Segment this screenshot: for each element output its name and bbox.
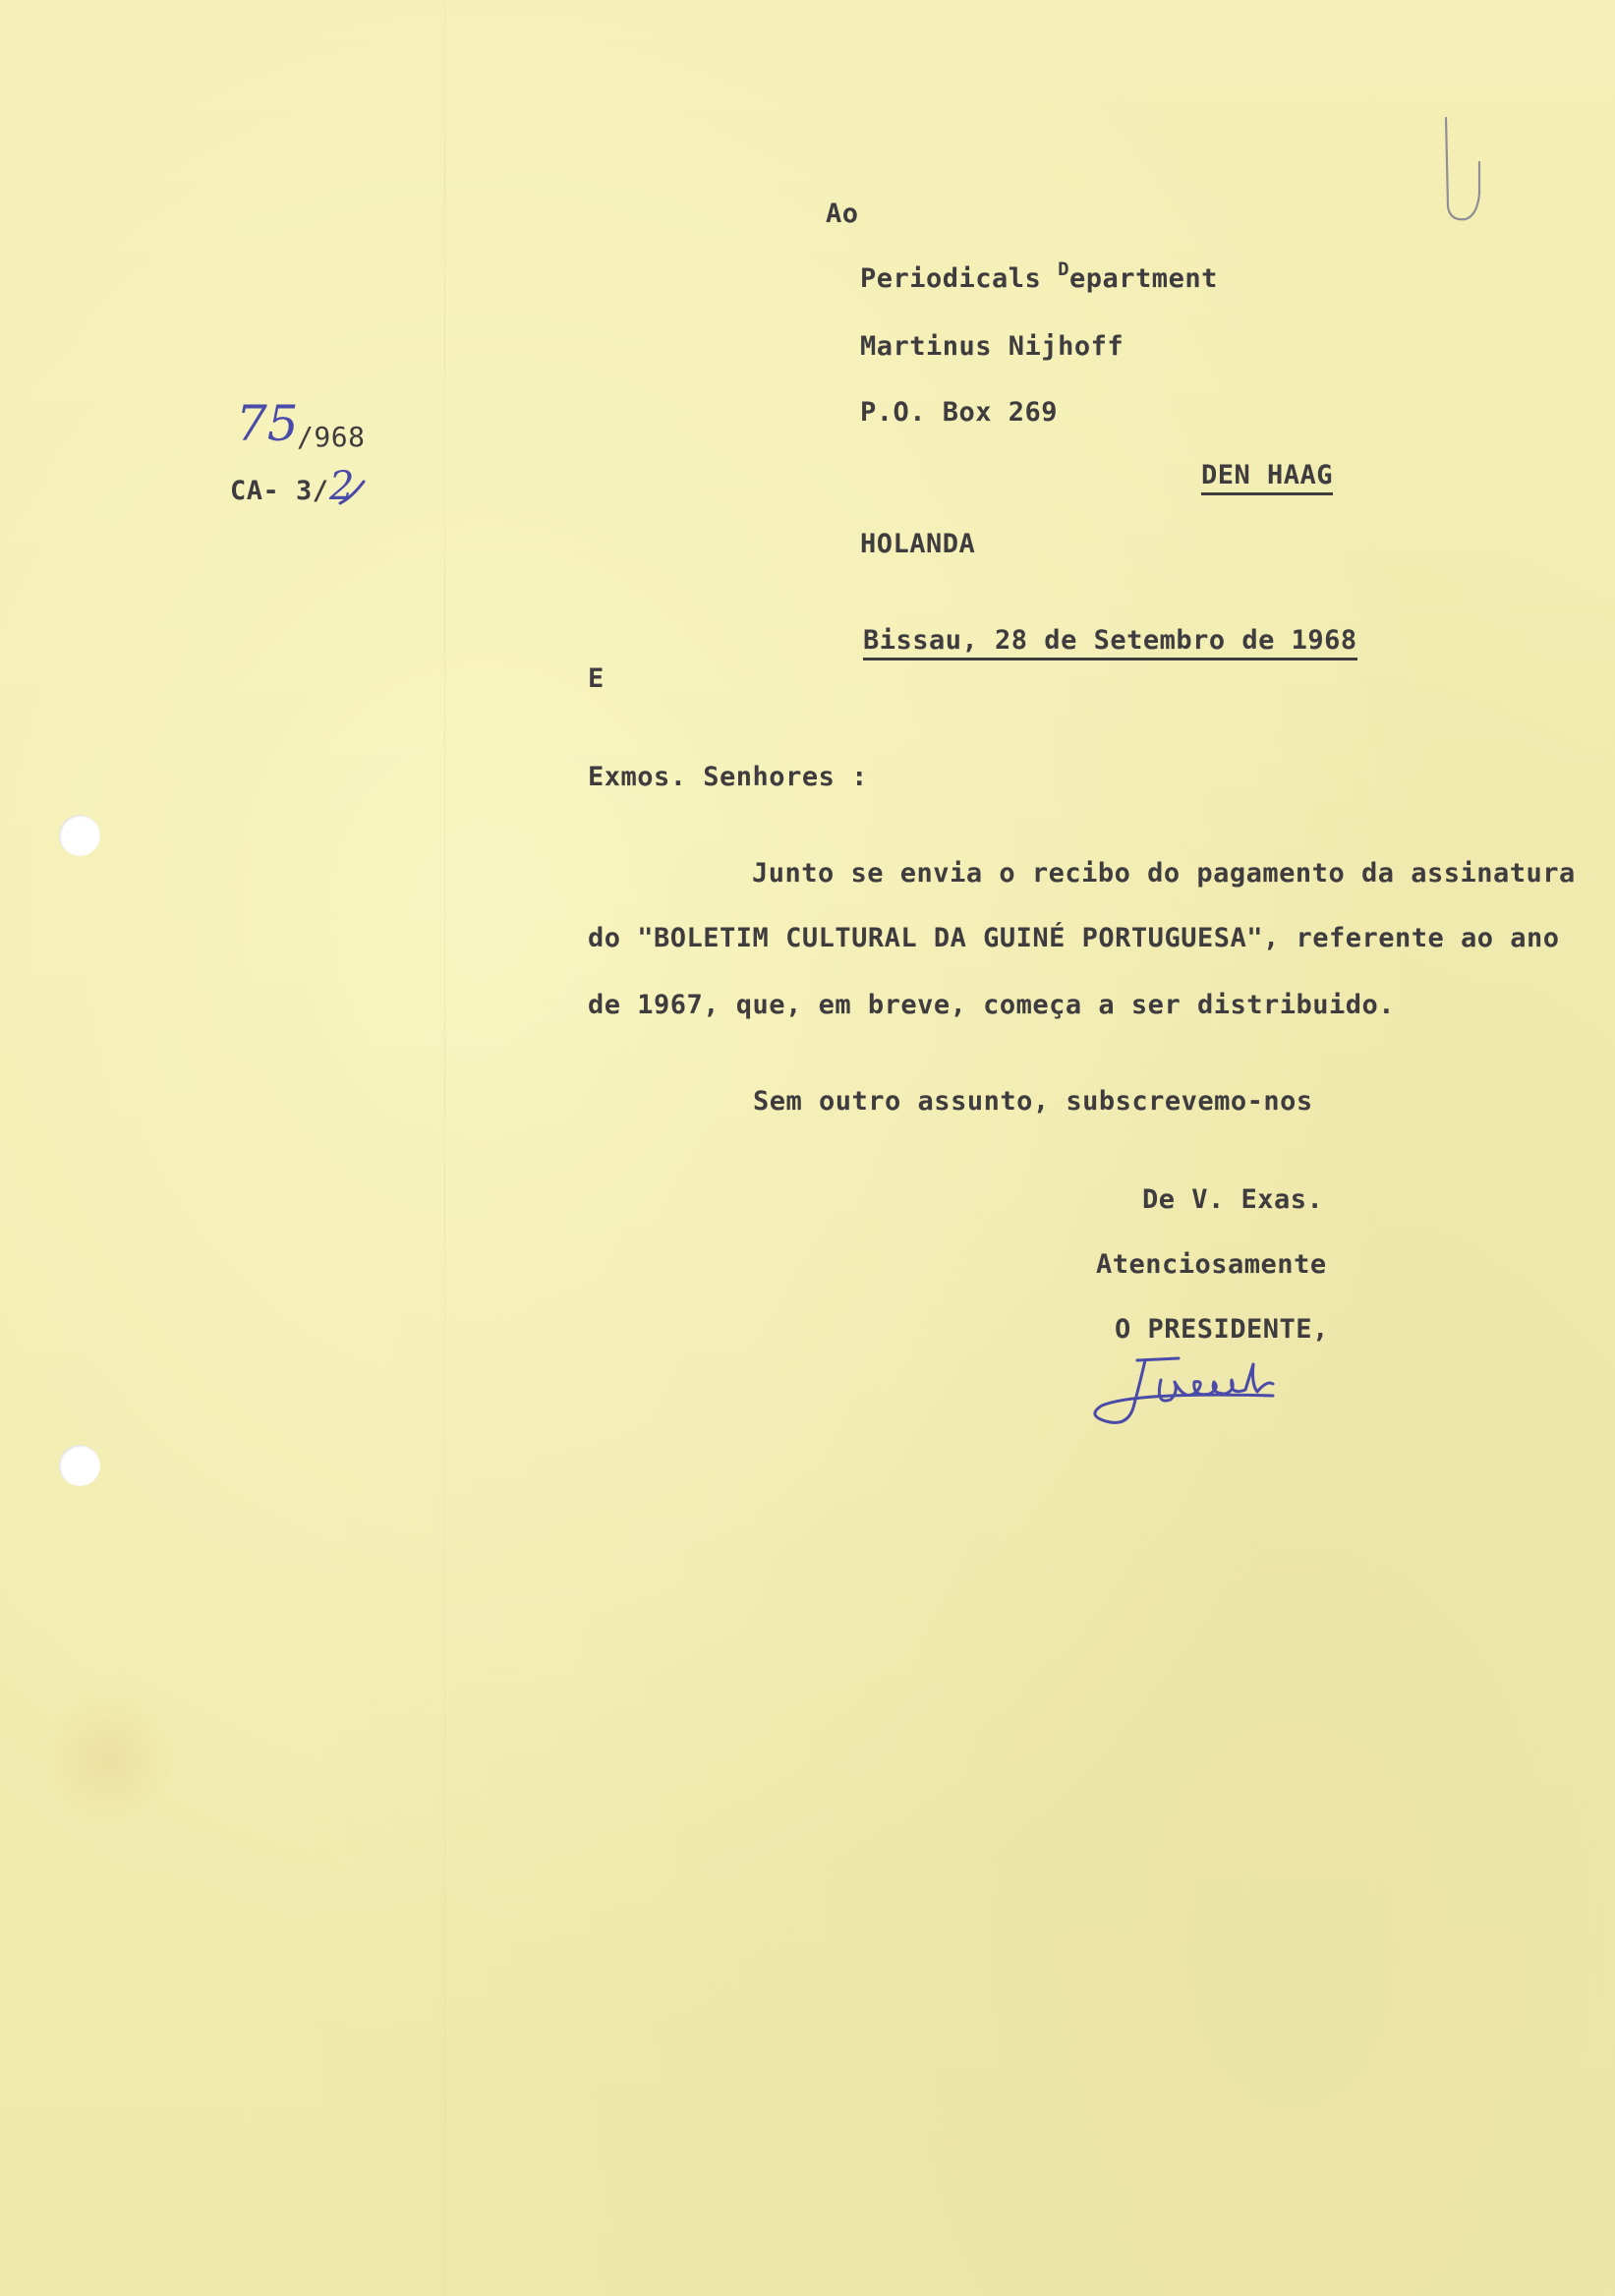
reference-code-handwritten: 2 — [329, 464, 355, 509]
recipient-department-sup: D — [1058, 258, 1070, 280]
margin-letter: E — [588, 663, 605, 694]
letter-date: Bissau, 28 de Setembro de 1968 — [863, 625, 1357, 660]
body-line-1: Junto se envia o recibo do pagamento da assinatura — [752, 858, 1576, 889]
sign-off-line-2: Atenciosamente — [1096, 1249, 1327, 1280]
recipient-department-suffix: epartment — [1069, 263, 1218, 294]
body-line-2: do "BOLETIM CULTURAL DA GUINÉ PORTUGUESA", referente ao ano — [588, 923, 1560, 953]
recipient-department — [860, 258, 1218, 294]
pencil-mark — [1440, 113, 1489, 226]
sign-off-line-1: De V. Exas. — [1142, 1184, 1324, 1215]
recipient-company: Martinus Nijhoff — [860, 331, 1125, 362]
reference-year: /968 — [297, 421, 366, 453]
closing-line: Sem outro assunto, subscrevemo-nos — [753, 1086, 1313, 1117]
reference-number-handwritten: 75 — [236, 395, 299, 452]
body-line-3: de 1967, que, em breve, começa a ser distribuido. — [588, 990, 1396, 1020]
punch-hole-top — [59, 815, 100, 856]
paper-fold — [444, 0, 445, 2296]
greeting: Exmos. Senhores : — [588, 762, 868, 792]
recipient-country: HOLANDA — [860, 529, 976, 559]
punch-hole-bottom — [59, 1445, 100, 1486]
sign-off-line-3: O PRESIDENTE, — [1115, 1314, 1329, 1345]
signature — [1076, 1337, 1322, 1435]
salutation-to: Ao — [826, 199, 859, 229]
recipient-city: DEN HAAG — [1201, 460, 1333, 495]
reference-code: CA- 3/ — [230, 476, 329, 506]
recipient-po-box: P.O. Box 269 — [860, 397, 1059, 428]
recipient-department-prefix: Periodicals — [860, 263, 1059, 294]
paper-stain — [39, 1691, 177, 1828]
handwritten-stroke — [338, 478, 368, 507]
